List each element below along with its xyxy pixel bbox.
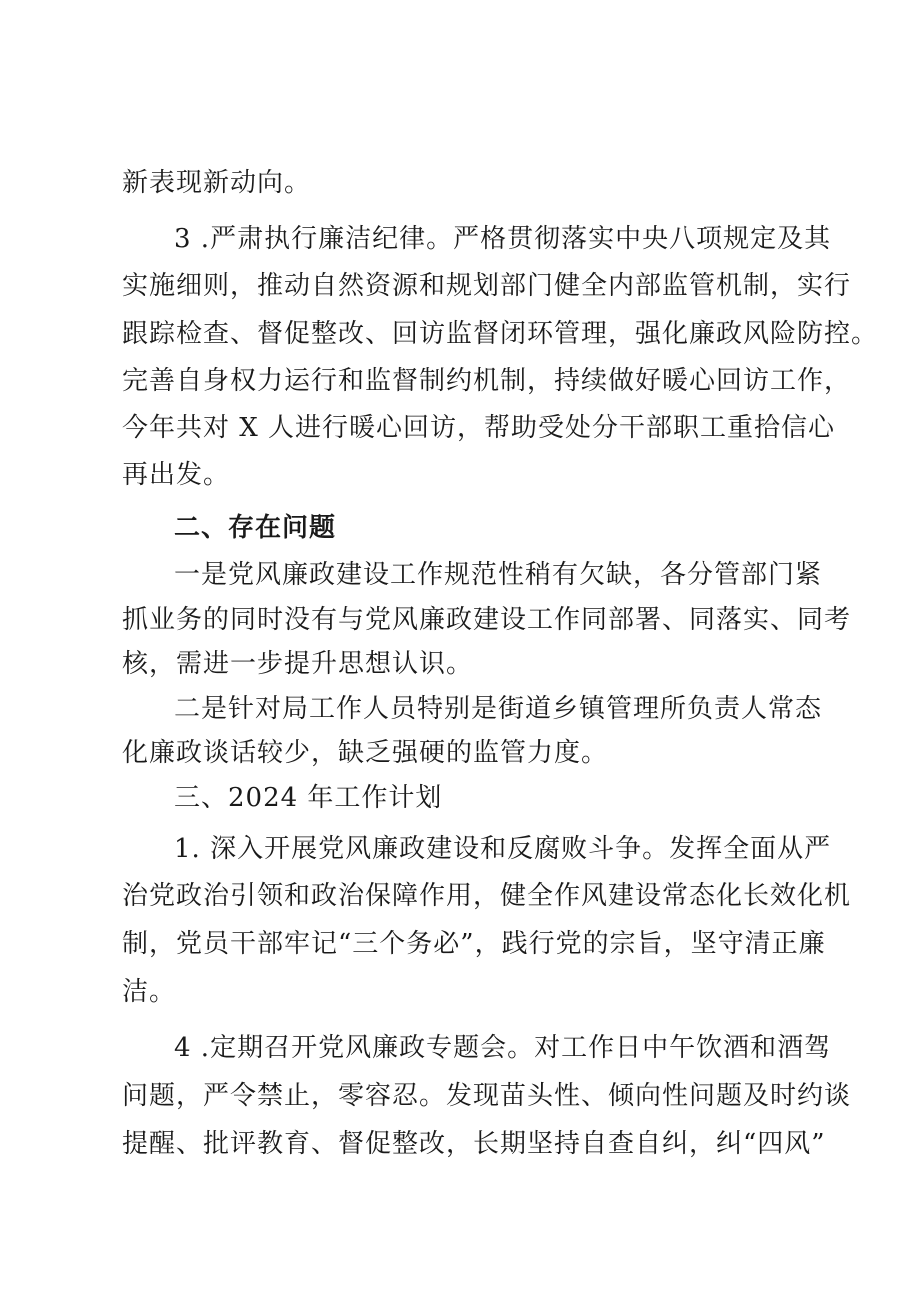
text-line: 1. 深入开展党风廉政建设和反腐败斗争。发挥全面从严 (174, 834, 832, 864)
text-line: 化廉政谈话较少，缺乏强硬的监管力度。 (122, 738, 609, 768)
text-line: 3 .严肃执行廉洁纪律。严格贯彻落实中央八项规定及其 (174, 224, 832, 254)
text-line: 跟踪检查、督促整改、回访监督闭环管理，强化廉政风险防控。 (122, 319, 879, 349)
text-line: 实施细则，推动自然资源和规划部门健全内部监管机制，实行 (122, 271, 852, 301)
section-heading: 二、存在问题 (174, 513, 337, 543)
text-line: 核，需进一步提升思想认识。 (122, 649, 474, 679)
text-line: 一是党风廉政建设工作规范性稍有欠缺，各分管部门紧 (174, 560, 823, 590)
text-line: 4 .定期召开党风廉政专题会。对工作日中午饮酒和酒驾 (174, 1033, 832, 1063)
text-line: 提醒、批评教育、督促整改，长期坚持自查自纠，纠“四风” (122, 1129, 826, 1159)
text-line: 问题，严令禁止，零容忍。发现苗头性、倾向性问题及时约谈 (122, 1081, 852, 1111)
text-line: 治党政治引领和政治保障作用，健全作风建设常态化长效化机 (122, 881, 852, 911)
text-line: 制，党员干部牢记“三个务必”，践行党的宗旨，坚守清正廉 (122, 929, 826, 959)
text-line: 二是针对局工作人员特别是街道乡镇管理所负责人常态 (174, 694, 823, 724)
text-line: 洁。 (122, 977, 177, 1007)
text-line: 再出发。 (122, 460, 231, 490)
text-line: 抓业务的同时没有与党风廉政建设工作同部署、同落实、同考 (122, 605, 852, 635)
section-heading: 三、2024 年工作计划 (174, 783, 443, 813)
text-line: 今年共对 X 人进行暖心回访，帮助受处分干部职工重拾信心 (122, 413, 836, 443)
text-line: 新表现新动向。 (122, 168, 312, 198)
text-line: 完善自身权力运行和监督制约机制，持续做好暖心回访工作， (122, 366, 852, 396)
